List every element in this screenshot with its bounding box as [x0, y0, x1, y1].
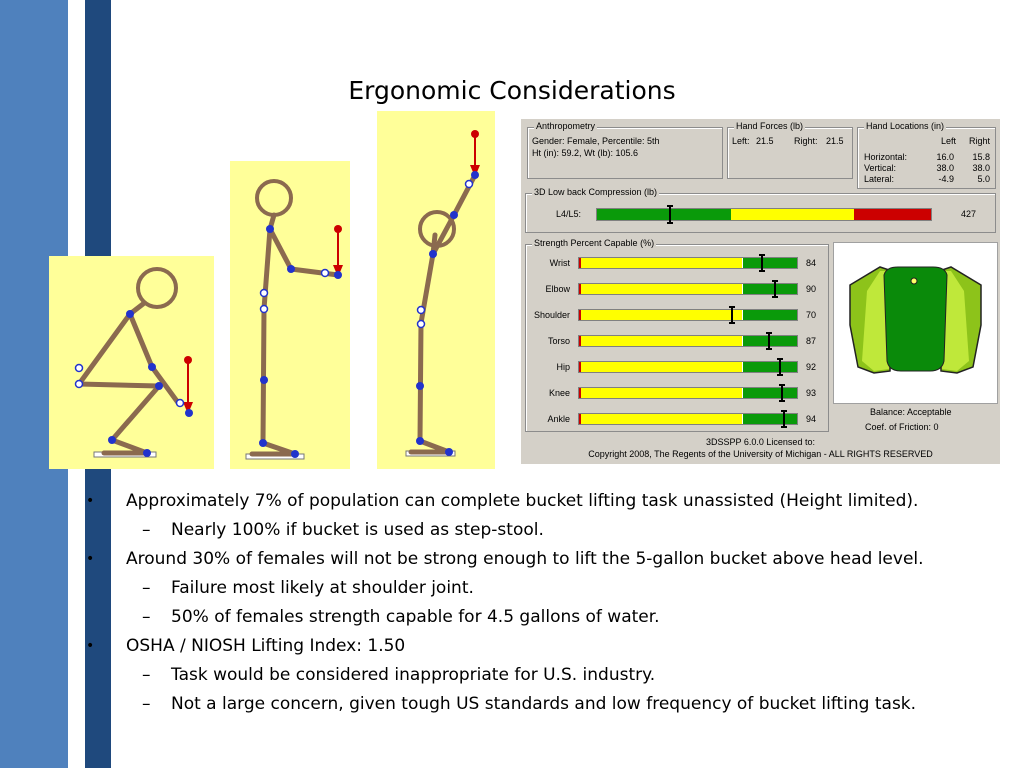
hand-locations-col-right: Right [968, 136, 990, 146]
strength-marker [781, 384, 783, 402]
strength-joint-label: Torso [547, 336, 570, 346]
strength-bar [578, 413, 798, 425]
bullet-glyph: • [86, 493, 95, 509]
strength-bar-yellow [581, 310, 742, 320]
strength-bar-yellow [581, 414, 742, 424]
strength-bar-yellow [581, 336, 742, 346]
sub-bullet-item [84, 664, 1024, 686]
strength-marker [779, 358, 781, 376]
strength-joint-value: 94 [806, 414, 817, 424]
strength-capable-group [525, 238, 829, 432]
bullet-text: OSHA / NIOSH Lifting Index: 1.50 [126, 636, 406, 656]
bullet-text: Around 30% of females will not be strong enough to lift the 5-gallon bucket above head level. [126, 549, 924, 569]
hand-location-row-right: 15.8 [972, 152, 990, 162]
strength-bar-green [743, 258, 798, 268]
strength-joint-label: Elbow [545, 284, 570, 294]
hand-location-row-label: Vertical: [864, 163, 897, 173]
sub-bullet-item [84, 693, 1024, 715]
analysis-software-panel [521, 119, 1000, 464]
low-back-value: 427 [960, 209, 976, 219]
sub-bullet-item [84, 519, 1024, 541]
hand-location-row-right: 5.0 [977, 174, 990, 184]
anthropometry-group [527, 121, 723, 179]
bullet-glyph: • [86, 551, 95, 567]
bullet-text: Approximately 7% of population can complete bucket lifting task unassisted (Height limited). [126, 491, 919, 511]
strength-bar-green [743, 388, 798, 398]
bullet-item [84, 490, 1024, 512]
low-back-legend: 3D Low back Compression (lb) [534, 187, 658, 197]
strength-bar [578, 387, 798, 399]
balance-status: Balance: Acceptable [870, 407, 952, 417]
strength-bar-green [743, 336, 798, 346]
strength-joint-label: Wrist [549, 258, 570, 268]
posture-figure-standing [230, 161, 350, 469]
low-back-compression-bar [596, 208, 932, 221]
strength-bar-green [743, 414, 798, 424]
dash-glyph: – [142, 665, 151, 685]
dash-glyph: – [142, 520, 151, 540]
strength-bar-green [743, 284, 798, 294]
strength-joint-label: Ankle [547, 414, 570, 424]
low-back-label: L4/L5: [556, 209, 582, 219]
strength-bar-green [743, 310, 798, 320]
strength-bar-yellow [581, 362, 742, 372]
strength-joint-label: Hip [556, 362, 570, 372]
hand-forces-legend: Hand Forces (lb) [736, 121, 804, 131]
hand-locations-group [857, 121, 996, 189]
bullet-list [84, 490, 1024, 722]
strength-bar-yellow [581, 284, 742, 294]
hand-force-right-value: 21.5 [826, 136, 844, 146]
hand-locations-legend: Hand Locations (in) [866, 121, 945, 131]
strength-bar [578, 257, 798, 269]
strength-bar [578, 283, 798, 295]
anthropometry-gender: Gender: Female, Percentile: 5th [532, 136, 660, 146]
bullet-text: Failure most likely at shoulder joint. [171, 578, 474, 598]
hand-locations-col-left: Left [940, 136, 956, 146]
hand-location-row-right: 38.0 [972, 163, 990, 173]
strength-joint-value: 84 [806, 258, 817, 268]
bullet-item [84, 635, 1024, 657]
posture-figure-overhead [377, 111, 495, 469]
strength-joint-value: 70 [806, 310, 817, 320]
bullet-glyph: • [86, 638, 95, 654]
strength-bar [578, 335, 798, 347]
hand-location-row-label: Lateral: [864, 174, 895, 184]
strength-marker [731, 306, 733, 324]
strength-legend: Strength Percent Capable (%) [534, 238, 655, 248]
low-back-compression-group [525, 187, 996, 233]
dash-glyph: – [142, 694, 151, 714]
strength-joint-value: 92 [806, 362, 817, 372]
dash-glyph: – [142, 578, 151, 598]
strength-joint-value: 93 [806, 388, 817, 398]
hand-force-right-label: Right: [794, 136, 818, 146]
bullet-text: Task would be considered inappropriate for U.S. industry. [171, 665, 656, 685]
sub-bullet-item [84, 577, 1024, 599]
low-back-bar-yellow [731, 209, 855, 220]
slide-title: Ergonomic Considerations [348, 76, 676, 105]
hand-force-left-label: Left: [732, 136, 750, 146]
low-back-bar-green [597, 209, 731, 220]
hand-forces-group [727, 121, 853, 179]
strength-joint-value: 90 [806, 284, 817, 294]
bullet-text: Not a large concern, given tough US standards and low frequency of bucket lifting task. [171, 694, 917, 714]
strength-joint-label: Knee [548, 388, 570, 398]
strength-bar [578, 361, 798, 373]
low-back-marker [669, 205, 671, 224]
strength-bar-yellow [581, 258, 742, 268]
strength-marker [783, 410, 785, 428]
hand-force-left-value: 21.5 [756, 136, 774, 146]
hand-location-row-left: 38.0 [936, 163, 954, 173]
hand-location-row-left: -4.9 [938, 174, 954, 184]
anthropometry-legend: Anthropometry [536, 121, 596, 131]
bullet-item [84, 548, 1024, 570]
strength-marker [774, 280, 776, 298]
strength-joint-value: 87 [806, 336, 817, 346]
anthropometry-height-weight: Ht (in): 59.2, Wt (lb): 105.6 [532, 148, 639, 158]
low-back-bar-red [854, 209, 931, 220]
strength-marker [768, 332, 770, 350]
software-copyright-line: Copyright 2008, The Regents of the University of Michigan - ALL RIGHTS RESERVED [588, 449, 933, 459]
coefficient-of-friction: Coef. of Friction: 0 [865, 422, 939, 432]
balance-diagram [833, 242, 998, 404]
hand-location-row-left: 16.0 [936, 152, 954, 162]
strength-joint-label: Shoulder [533, 310, 570, 320]
strength-bar [578, 309, 798, 321]
strength-marker [761, 254, 763, 272]
sub-bullet-item [84, 606, 1024, 628]
bullet-text: Nearly 100% if bucket is used as step-stool. [171, 520, 544, 540]
posture-figure-squat [49, 256, 214, 469]
strength-bar-yellow [581, 388, 742, 398]
strength-bar-green [743, 362, 798, 372]
bullet-text: 50% of females strength capable for 4.5 gallons of water. [171, 607, 660, 627]
dash-glyph: – [142, 607, 151, 627]
software-license-line: 3DSSPP 6.0.0 Licensed to: [706, 437, 815, 447]
hand-location-row-label: Horizontal: [864, 152, 908, 162]
